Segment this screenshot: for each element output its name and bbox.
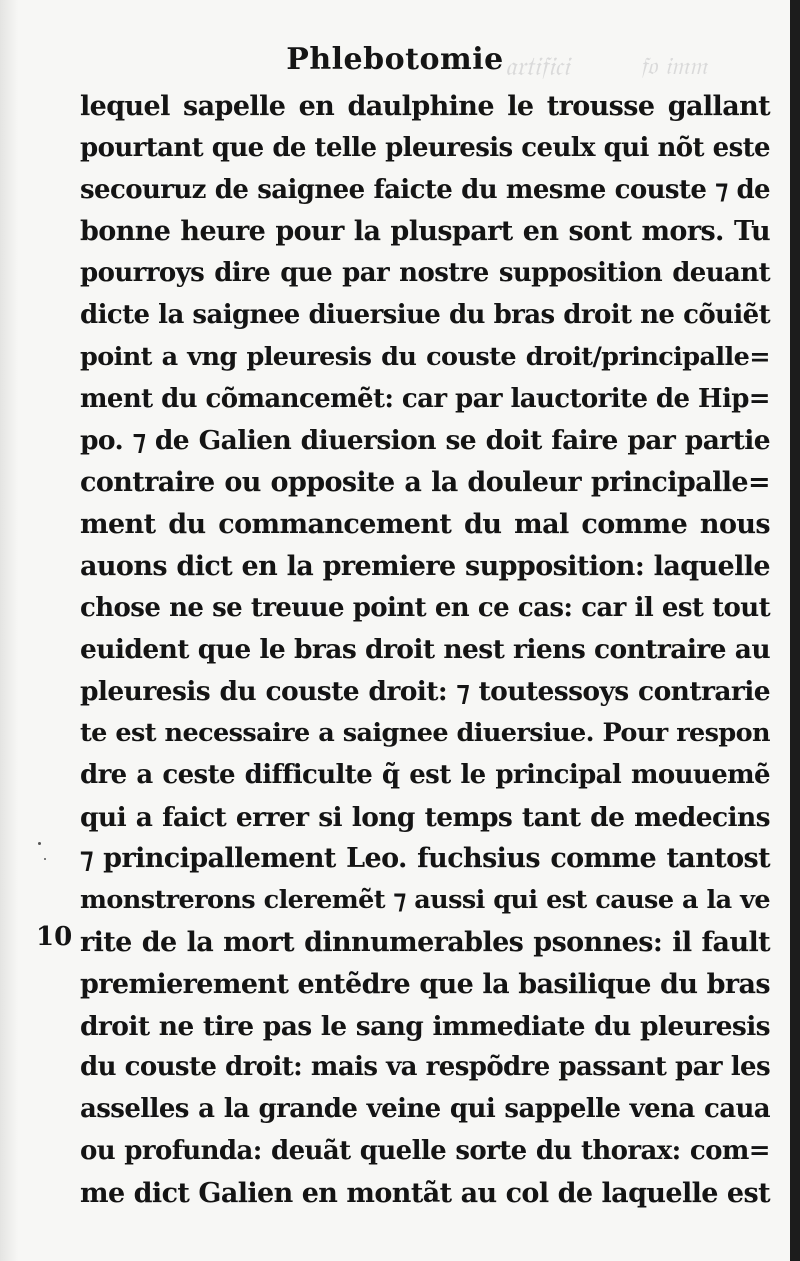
text-line: ⁊ principallement Leo. fuchsius comme tantost xyxy=(80,843,770,875)
text-line: asselles a la grande veine qui sappelle vena caua xyxy=(80,1094,770,1125)
text-line: pourroys dire que par nostre supposition deuant xyxy=(80,258,770,289)
text-line: premierement entẽdre que la basilique du bras xyxy=(80,968,770,1000)
text-line: contraire ou opposite a la douleur principalle= xyxy=(80,467,770,499)
text-line: pourtant que de telle pleuresis ceulx qui nõt este xyxy=(80,132,770,163)
bleed-through-ink: 𝔞𝔯𝔱𝔦𝔣𝔦𝔠𝔦 xyxy=(505,52,570,82)
text-line: du couste droit: mais va respõdre passant par les xyxy=(80,1052,770,1083)
text-line: dicte la saignee diuersiue du bras droit ne cõuiẽt xyxy=(80,299,770,330)
text-line: me dict Galien en montãt au col de laquelle est xyxy=(80,1177,770,1209)
text-line: qui a faict errer si long temps tant de medecins xyxy=(80,801,770,833)
bleed-through-ink: 𝔣𝔬 𝔦𝔪𝔪 xyxy=(640,52,708,80)
text-line: secouruz de saignee faicte du mesme couste ⁊ de xyxy=(80,174,770,205)
ink-speck xyxy=(44,858,46,860)
text-line: droit ne tire pas le sang immediate du pleuresis xyxy=(80,1010,770,1042)
text-line: lequel sapelle en daulphine le trousse gallant xyxy=(80,91,770,122)
text-line: euident que le bras droit nest riens contraire au xyxy=(80,634,770,666)
text-line: ment du cõmancemẽt: car par lauctorite de Hip= xyxy=(80,383,770,414)
text-line: chose ne se treuue point en ce cas: car il est tout xyxy=(80,592,770,623)
running-head: Phlebotomie xyxy=(286,42,504,77)
text-block xyxy=(80,86,770,1215)
text-line: auons dict en la premiere supposition: laquelle xyxy=(80,550,770,582)
page-edge-shadow xyxy=(790,0,800,1261)
text-line: pleuresis du couste droit: ⁊ toutessoys contrarie xyxy=(80,676,770,708)
text-line: te est necessaire a saignee diuersiue. Pour respon xyxy=(80,717,770,748)
text-line: point a vng pleuresis du couste droit/principalle= xyxy=(80,341,770,372)
text-line: po. ⁊ de Galien diuersion se doit faire par partie xyxy=(80,425,770,457)
text-line: ou profunda: deuãt quelle sorte du thorax: com= xyxy=(80,1135,770,1166)
text-line: rite de la mort dinnumerables psonnes: il fault xyxy=(80,926,770,958)
text-line: monstrerons cleremẽt ⁊ aussi qui est cause a la ve xyxy=(80,885,770,916)
margin-line-number: 10 xyxy=(36,922,73,952)
text-line: ment du commancement du mal comme nous xyxy=(80,508,770,540)
text-line: dre a ceste difficulte q̃ est le principal mouuemẽ xyxy=(80,759,770,790)
text-line: bonne heure pour la pluspart en sont mors. Tu xyxy=(80,216,770,248)
ink-speck xyxy=(38,842,41,845)
gutter-shadow xyxy=(0,0,18,1261)
